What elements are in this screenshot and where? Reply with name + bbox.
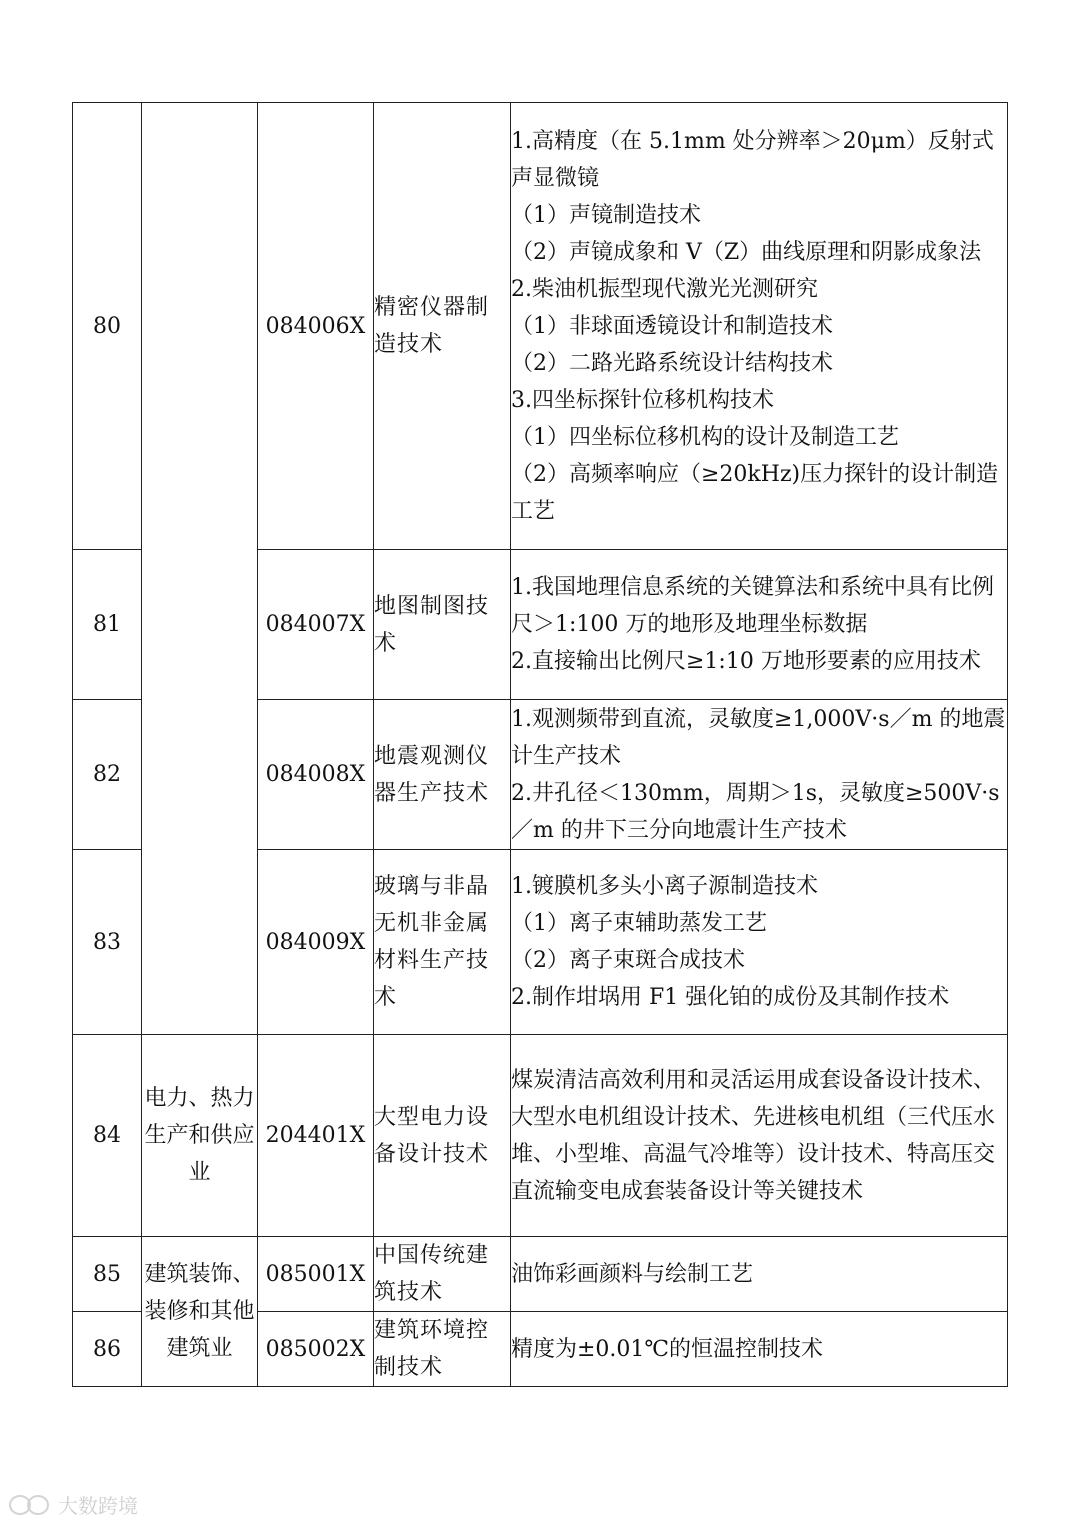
content-line: 3.四坐标探针位移机构技术 <box>511 387 774 413</box>
content-line: 2.直接输出比例尺≥1:10 万地形要素的应用技术 <box>511 649 981 674</box>
tech-name: 大型电力设备设计技术 <box>374 1035 511 1237</box>
tech-content <box>511 1312 1008 1387</box>
content-line: （1）四坐标位移机构的设计及制造工艺 <box>511 424 899 450</box>
technology-table <box>72 102 1008 1387</box>
row-number: 85 <box>73 1237 142 1312</box>
content-line: 2.井孔径＜130mm，周期＞1s，灵敏度≥500V·s／m 的井下三分向地震计生产技术 <box>511 780 1000 843</box>
tech-code: 085001X <box>258 1237 374 1312</box>
tech-code: 084007X <box>258 550 374 700</box>
watermark-text: 大数跨境 <box>58 1494 138 1518</box>
tech-name: 建筑环境控制技术 <box>374 1312 511 1387</box>
row-number: 81 <box>73 550 142 700</box>
tech-content <box>511 1035 1008 1237</box>
row-number: 82 <box>73 700 142 850</box>
tech-code: 085002X <box>258 1312 374 1387</box>
tech-name: 地震观测仪器生产技术 <box>374 700 511 850</box>
content-line: 1.观测频带到直流，灵敏度≥1,000V·s／m 的地震计生产技术 <box>511 706 1006 769</box>
tech-code: 084006X <box>258 103 374 550</box>
tech-name: 地图制图技术 <box>374 550 511 700</box>
tech-name: 中国传统建筑技术 <box>374 1237 511 1312</box>
tech-content <box>511 550 1008 700</box>
industry-category-cell <box>142 103 258 1035</box>
content-line: （2）声镜成象和 V（Z）曲线原理和阴影成象法 <box>511 239 982 265</box>
row-number: 83 <box>73 850 142 1035</box>
content-line: （2）高频率响应（≥20kHz)压力探针的设计制造工艺 <box>511 461 999 524</box>
table-row <box>73 1035 1008 1237</box>
content-line: 精度为±0.01℃的恒温控制技术 <box>511 1336 824 1362</box>
watermark <box>8 1490 138 1522</box>
tech-code: 084009X <box>258 850 374 1035</box>
table-row <box>73 103 1008 550</box>
tech-code: 204401X <box>258 1035 374 1237</box>
content-line: 油饰彩画颜料与绘制工艺 <box>511 1261 754 1287</box>
tech-content <box>511 1237 1008 1312</box>
tech-content <box>511 850 1008 1035</box>
row-number: 84 <box>73 1035 142 1237</box>
content-line: （2）二路光路系统设计结构技术 <box>511 350 833 376</box>
content-line: 1.高精度（在 5.1mm 处分辨率＞20μm）反射式声显微镜 <box>511 128 994 191</box>
tech-content <box>511 103 1008 550</box>
tech-name: 玻璃与非晶无机非金属材料生产技术 <box>374 850 511 1035</box>
tech-code: 084008X <box>258 700 374 850</box>
content-line: （1）声镜制造技术 <box>511 202 701 228</box>
industry-category: 建筑装饰、装修和其他建筑业 <box>142 1237 258 1387</box>
table-row <box>73 1237 1008 1312</box>
content-line: （1）离子束辅助蒸发工艺 <box>511 911 767 936</box>
content-line: 1.镀膜机多头小离子源制造技术 <box>511 874 818 899</box>
watermark-logo-icon <box>8 1493 52 1522</box>
tech-content <box>511 700 1008 850</box>
industry-category: 电力、热力生产和供应业 <box>142 1035 258 1237</box>
row-number: 80 <box>73 103 142 550</box>
content-line: 煤炭清洁高效利用和灵活运用成套设备设计技术、大型水电机组设计技术、先进核电机组（三代压水堆、小型堆、高温气冷堆等）设计技术、特高压交直流输变电成套装备设计等关键技术 <box>511 1067 996 1204</box>
content-line: 1.我国地理信息系统的关键算法和系统中具有比例尺＞1:100 万的地形及地理坐标数据 <box>511 575 994 637</box>
content-line: （2）离子束斑合成技术 <box>511 948 745 973</box>
content-line: （1）非球面透镜设计和制造技术 <box>511 313 833 339</box>
row-number: 86 <box>73 1312 142 1387</box>
content-line: 2.柴油机振型现代激光光测研究 <box>511 276 818 302</box>
tech-name: 精密仪器制造技术 <box>374 103 511 550</box>
content-line: 2.制作坩埚用 F1 强化铂的成份及其制作技术 <box>511 985 950 1010</box>
